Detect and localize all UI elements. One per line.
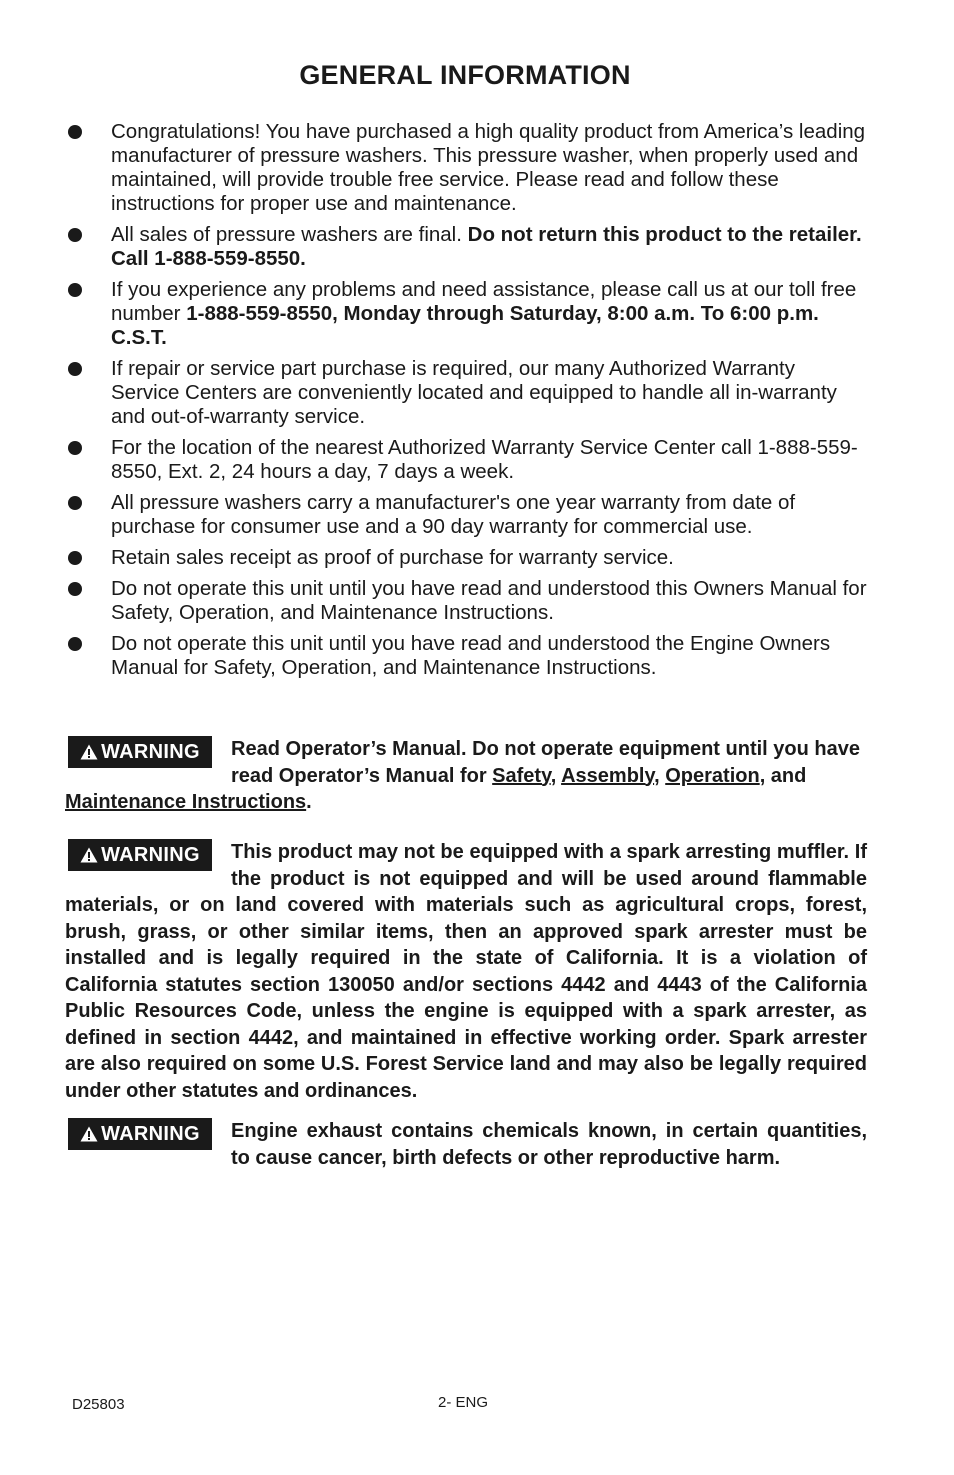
terminator: .	[306, 791, 312, 813]
bullet-icon	[68, 496, 82, 510]
bullet-text: All sales of pressure washers are final.	[111, 223, 468, 246]
warning-badge-label: WARNING	[101, 740, 200, 763]
assembly-term: Assembly	[561, 764, 655, 787]
bullet-icon	[68, 228, 82, 242]
separator: ,	[550, 764, 562, 787]
bullet-icon	[68, 441, 82, 455]
bullet-text: If repair or service part purchase is required, our many Authorized Warranty Service Centers are conveniently located and equipped to handle all in-warranty and out-of-warranty service.	[111, 357, 837, 428]
bullet-text: For the location of the nearest Authorized Warranty Service Center call 1-888-559-8550, Ext. 2, 24 hours a day, 7 days a week.	[111, 436, 858, 483]
list-item	[68, 357, 868, 429]
bullet-icon	[68, 551, 82, 565]
bullet-icon	[68, 582, 82, 596]
warning-triangle-icon	[80, 744, 98, 760]
warning-text: Engine exhaust contains chemicals known, in certain quantities, to cause cancer, birth defects or other reproductive harm.	[231, 1120, 867, 1169]
list-item	[68, 577, 868, 625]
bullet-text: Congratulations! You have purchased a high quality product from America’s leading manufacturer of pressure washers. This pressure washer, when properly used and maintained, will provide trouble free service. Please read and follow these instructions for proper use and maintenance.	[111, 120, 866, 215]
maintenance-term: Maintenance Instructions	[65, 791, 307, 813]
operation-term: Operation	[665, 764, 760, 787]
warning-badge	[68, 1118, 212, 1150]
warning-text: Read Operator’s Manual. Do not operate equipment until you have read Operator’s Manual for	[231, 738, 860, 787]
document-code: D25803	[72, 1396, 125, 1413]
list-item	[68, 632, 868, 680]
warning-badge-label: WARNING	[101, 843, 200, 866]
separator: ,	[654, 764, 666, 787]
warning-triangle-icon	[80, 1126, 98, 1142]
warning-badge	[68, 736, 212, 768]
safety-term: Safety	[492, 764, 551, 787]
bullet-icon	[68, 362, 82, 376]
warning-badge-label: WARNING	[101, 1122, 200, 1145]
list-item	[68, 120, 868, 216]
bullet-bold-text: Do not return this product to the retailer. Call 1-888-559-8550.	[111, 223, 862, 270]
page-title: GENERAL INFORMATION	[299, 60, 631, 90]
bullet-bold-text: 1-888-559-8550, Monday through Saturday, 8:00 a.m. To 6:00 p.m. C.S.T.	[111, 302, 819, 349]
list-item	[68, 546, 868, 570]
bullet-text: If you experience any problems and need assistance, please call us at our toll free number	[111, 278, 857, 325]
separator: , and	[759, 764, 807, 787]
warning-block-manual	[65, 736, 867, 816]
warning-triangle-icon	[80, 847, 98, 863]
bullet-text: Do not operate this unit until you have read and understood this Owners Manual for Safety, Operation, and Maintenance Instructions.	[111, 577, 867, 624]
warning-block-spark-arrester	[65, 839, 867, 1104]
bullet-text: All pressure washers carry a manufacturer's one year warranty from date of purchase for consumer use and a 90 day warranty for commercial use.	[111, 491, 796, 538]
bullet-icon	[68, 637, 82, 651]
list-item	[68, 491, 868, 539]
info-bullet-list	[68, 120, 868, 687]
page-number: 2- ENG	[438, 1394, 489, 1411]
warning-badge	[68, 839, 212, 871]
list-item	[68, 223, 868, 271]
bullet-icon	[68, 283, 82, 297]
bullet-icon	[68, 125, 82, 139]
list-item	[68, 436, 868, 484]
bullet-text: Do not operate this unit until you have read and understood the Engine Owners Manual for Safety, Operation, and Maintenance Instructions.	[111, 632, 831, 679]
warning-block-exhaust	[65, 1118, 867, 1171]
bullet-text: Retain sales receipt as proof of purchase for warranty service.	[111, 546, 674, 569]
list-item	[68, 278, 868, 350]
warning-text: This product may not be equipped with a spark arresting muffler. If the product is not equipped and will be used around flammable materials, or on land covered with materials such as agricultural crops, forest, brush, grass, or other similar items, then an approved spark arrester must be installed and is legally required in the state of California. It is a violation of California statutes section 130050 and/or sections 4442 and 4443 of the California Public Resources Code, unless the engine is equipped with a spark arrester, as defined in section 4442, and maintained in effective working order. Spark arrester are also required on some U.S. Forest Service land and may also be legally required under other statutes and ordinances.	[65, 841, 867, 1102]
